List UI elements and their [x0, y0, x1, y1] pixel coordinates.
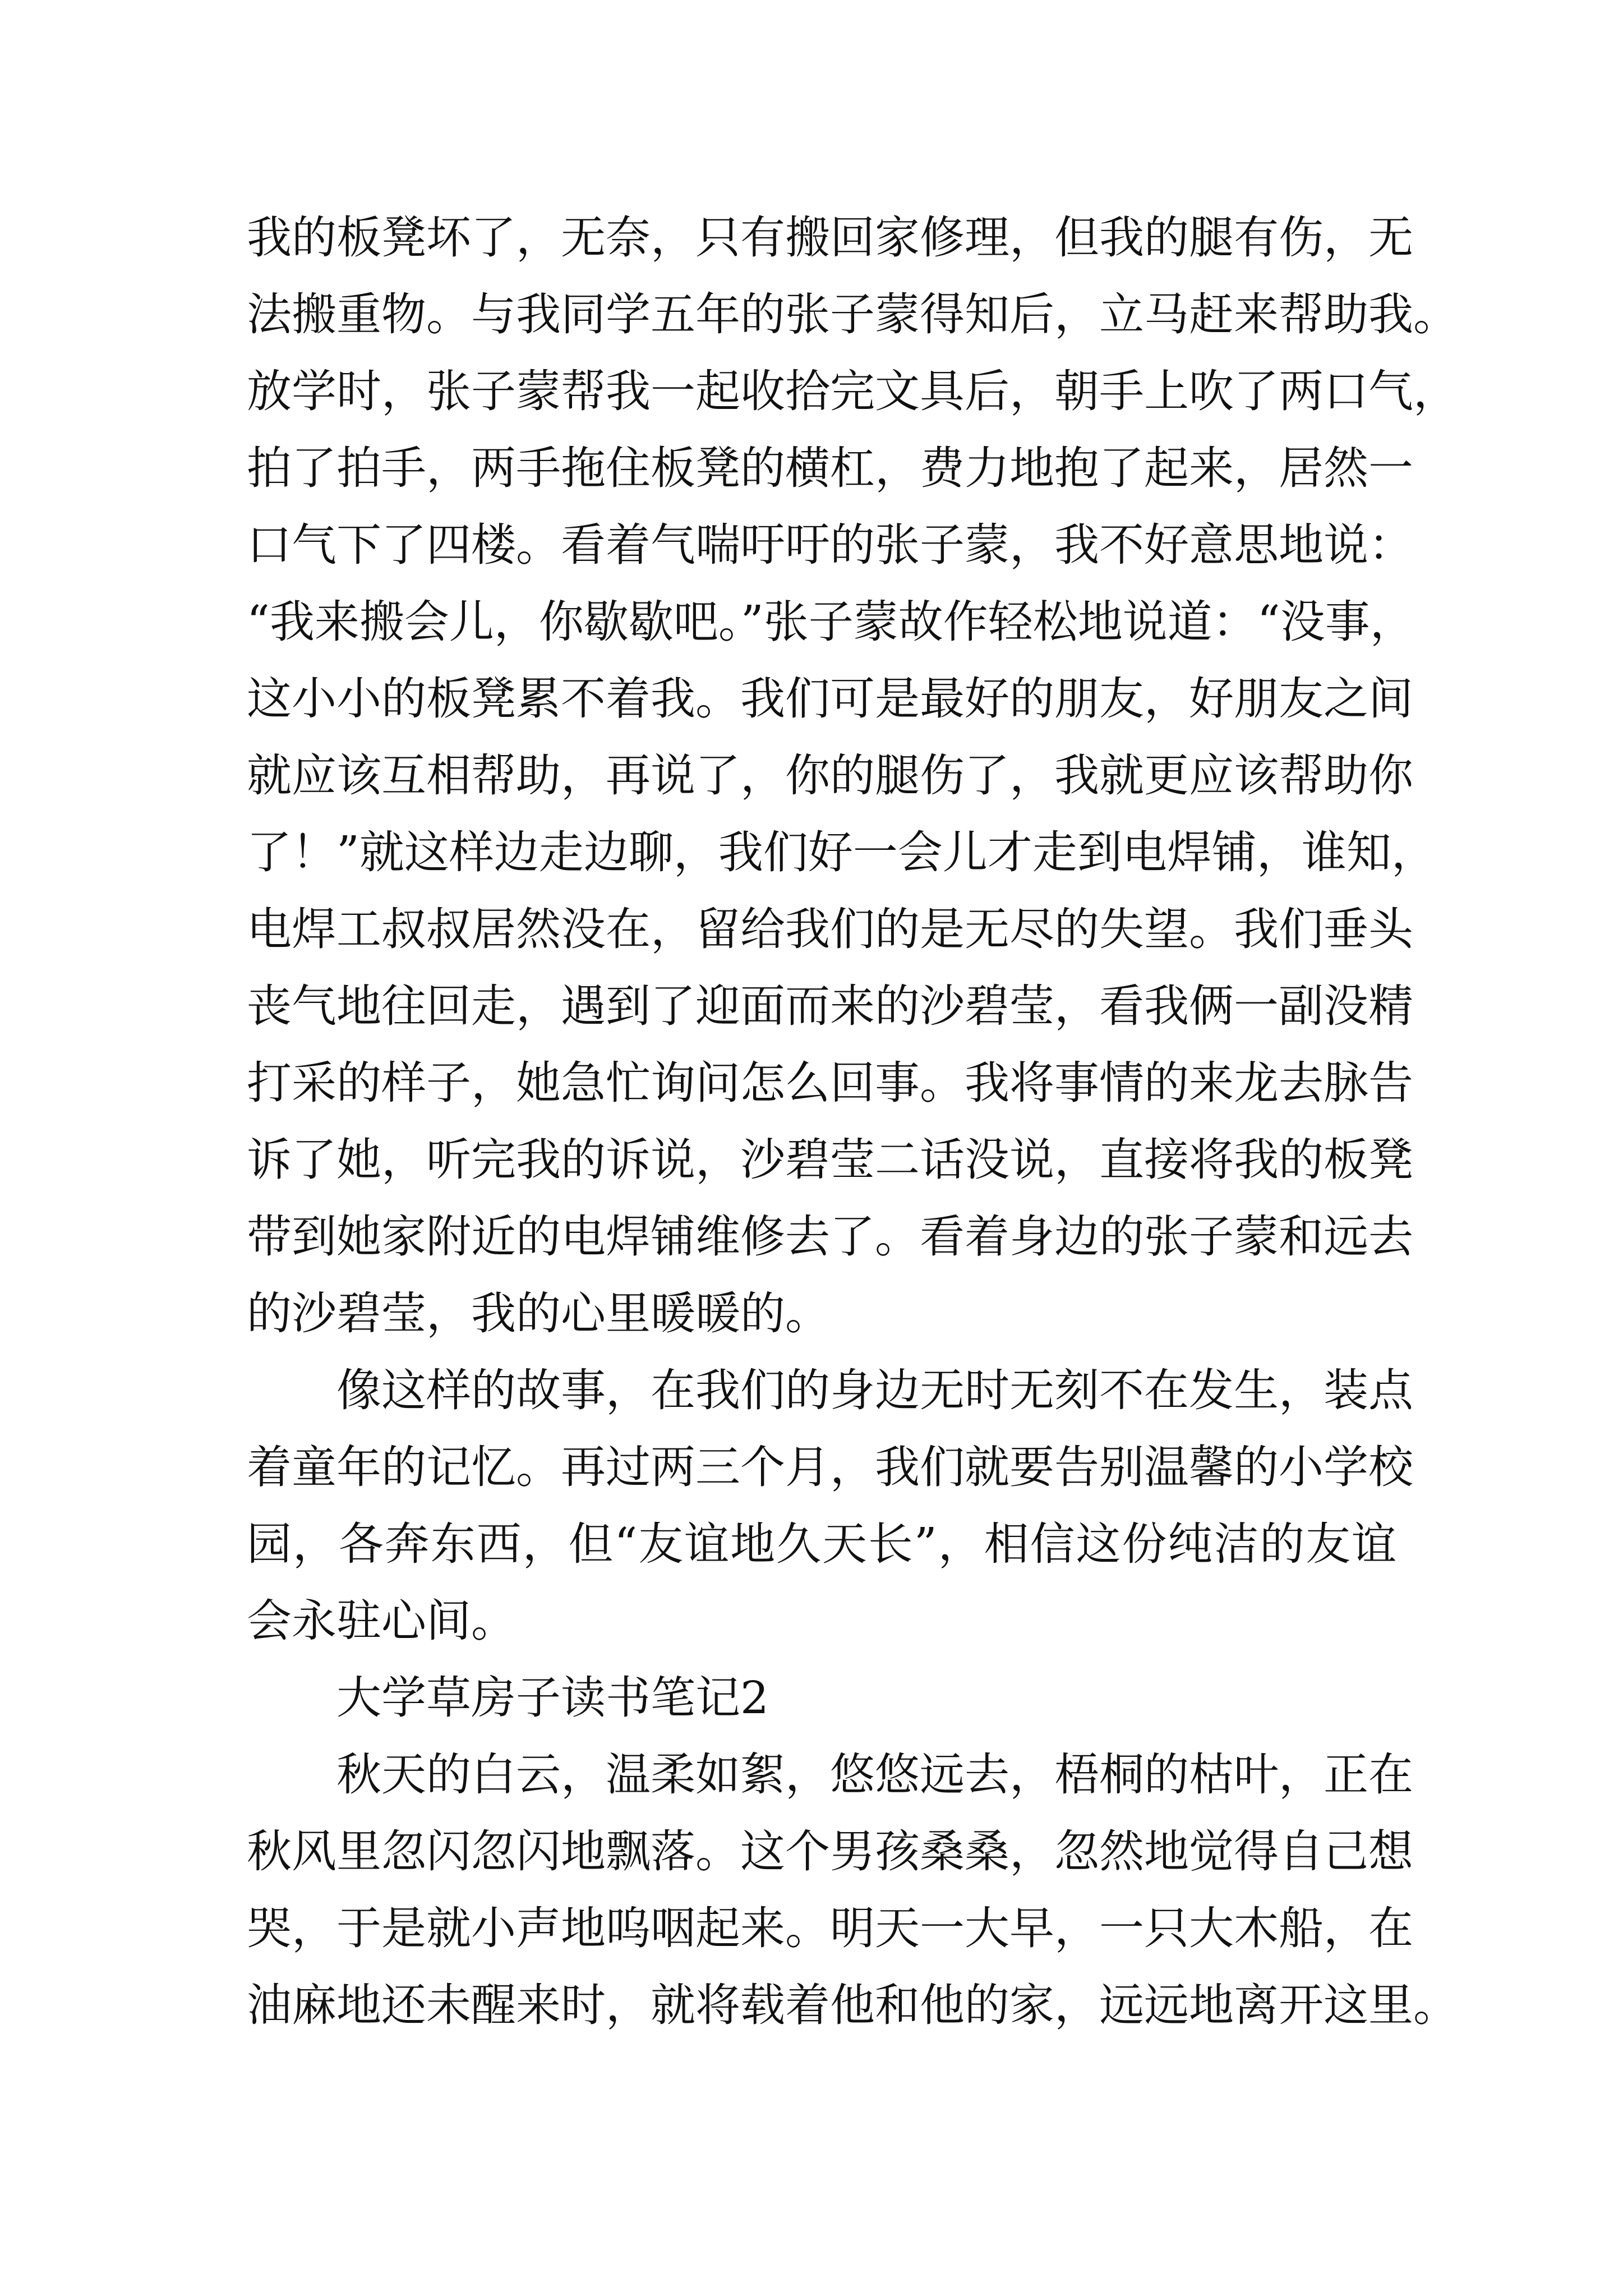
paragraph-line: 我的板凳坏了，无奈，只有搬回家修理，但我的腿有伤，无: [247, 211, 1413, 264]
paragraph-line: 秋天的白云，温柔如絮，悠悠远去，梧桐的枯叶，正在: [336, 1749, 1413, 1801]
paragraph-line: 拍了拍手，两手拖住板凳的横杠，费力地抱了起来，居然一: [247, 442, 1413, 494]
paragraph-line: 电焊工叔叔居然没在，留给我们的是无尽的失望。我们垂头: [247, 903, 1413, 955]
paragraph-line: 放学时，张子蒙帮我一起收拾完文具后，朝手上吹了两口气，: [247, 365, 1458, 417]
section-heading: [247, 1659, 1396, 1736]
paragraph-line: 打采的样子，她急忙询问怎么回事。我将事情的来龙去脉告: [247, 1057, 1413, 1109]
paragraph-line: “我来搬会儿，你歇歇吧。”张子蒙故作轻松地说道：“没事，: [247, 596, 1415, 648]
paragraph-line: 法搬重物。与我同学五年的张子蒙得知后，立马赶来帮助我。: [247, 288, 1458, 341]
paragraph-3: [247, 1736, 1458, 2044]
paragraph-line: 园，各奔东西，但“友谊地久天长”，相信这份纯洁的友谊: [247, 1518, 1396, 1570]
paragraph-line: 哭，于是就小声地呜咽起来。明天一大早，一只大木船，在: [247, 1902, 1413, 1954]
paragraph-line: 的沙碧莹，我的心里暖暖的。: [247, 1287, 830, 1340]
paragraph-line: 会永驻心间。: [247, 1595, 516, 1647]
paragraph-line: 就应该互相帮助，再说了，你的腿伤了，我就更应该帮助你: [247, 749, 1413, 802]
paragraph-line: 秋风里忽闪忽闪地飘落。这个男孩桑桑，忽然地觉得自己想: [247, 1825, 1413, 1878]
paragraph-2: [247, 1352, 1413, 1659]
paragraph-line: 像这样的故事，在我们的身边无时无刻不在发生，装点: [336, 1364, 1413, 1416]
paragraph-1: [247, 199, 1458, 1352]
paragraph-line: 着童年的记忆。再过两三个月，我们就要告别温馨的小学校: [247, 1441, 1413, 1493]
document-body: [247, 199, 1458, 2044]
paragraph-line: 这小小的板凳累不着我。我们可是最好的朋友，好朋友之间: [247, 673, 1413, 725]
paragraph-line: 诉了她，听完我的诉说，沙碧莹二话没说，直接将我的板凳: [247, 1134, 1413, 1186]
paragraph-line: 油麻地还未醒来时，就将载着他和他的家，远远地离开这里。: [247, 1979, 1458, 2031]
paragraph-line: 丧气地往回走，遇到了迎面而来的沙碧莹，看我俩一副没精: [247, 980, 1413, 1032]
paragraph-line: 带到她家附近的电焊铺维修去了。看着身边的张子蒙和远去: [247, 1211, 1413, 1263]
section-title: 大学草房子读书笔记2: [336, 1672, 769, 1724]
paragraph-line: 了！”就这样边走边聊，我们好一会儿才走到电焊铺，谁知，: [247, 826, 1436, 878]
paragraph-line: 口气下了四楼。看着气喘吁吁的张子蒙，我不好意思地说：: [247, 519, 1413, 571]
